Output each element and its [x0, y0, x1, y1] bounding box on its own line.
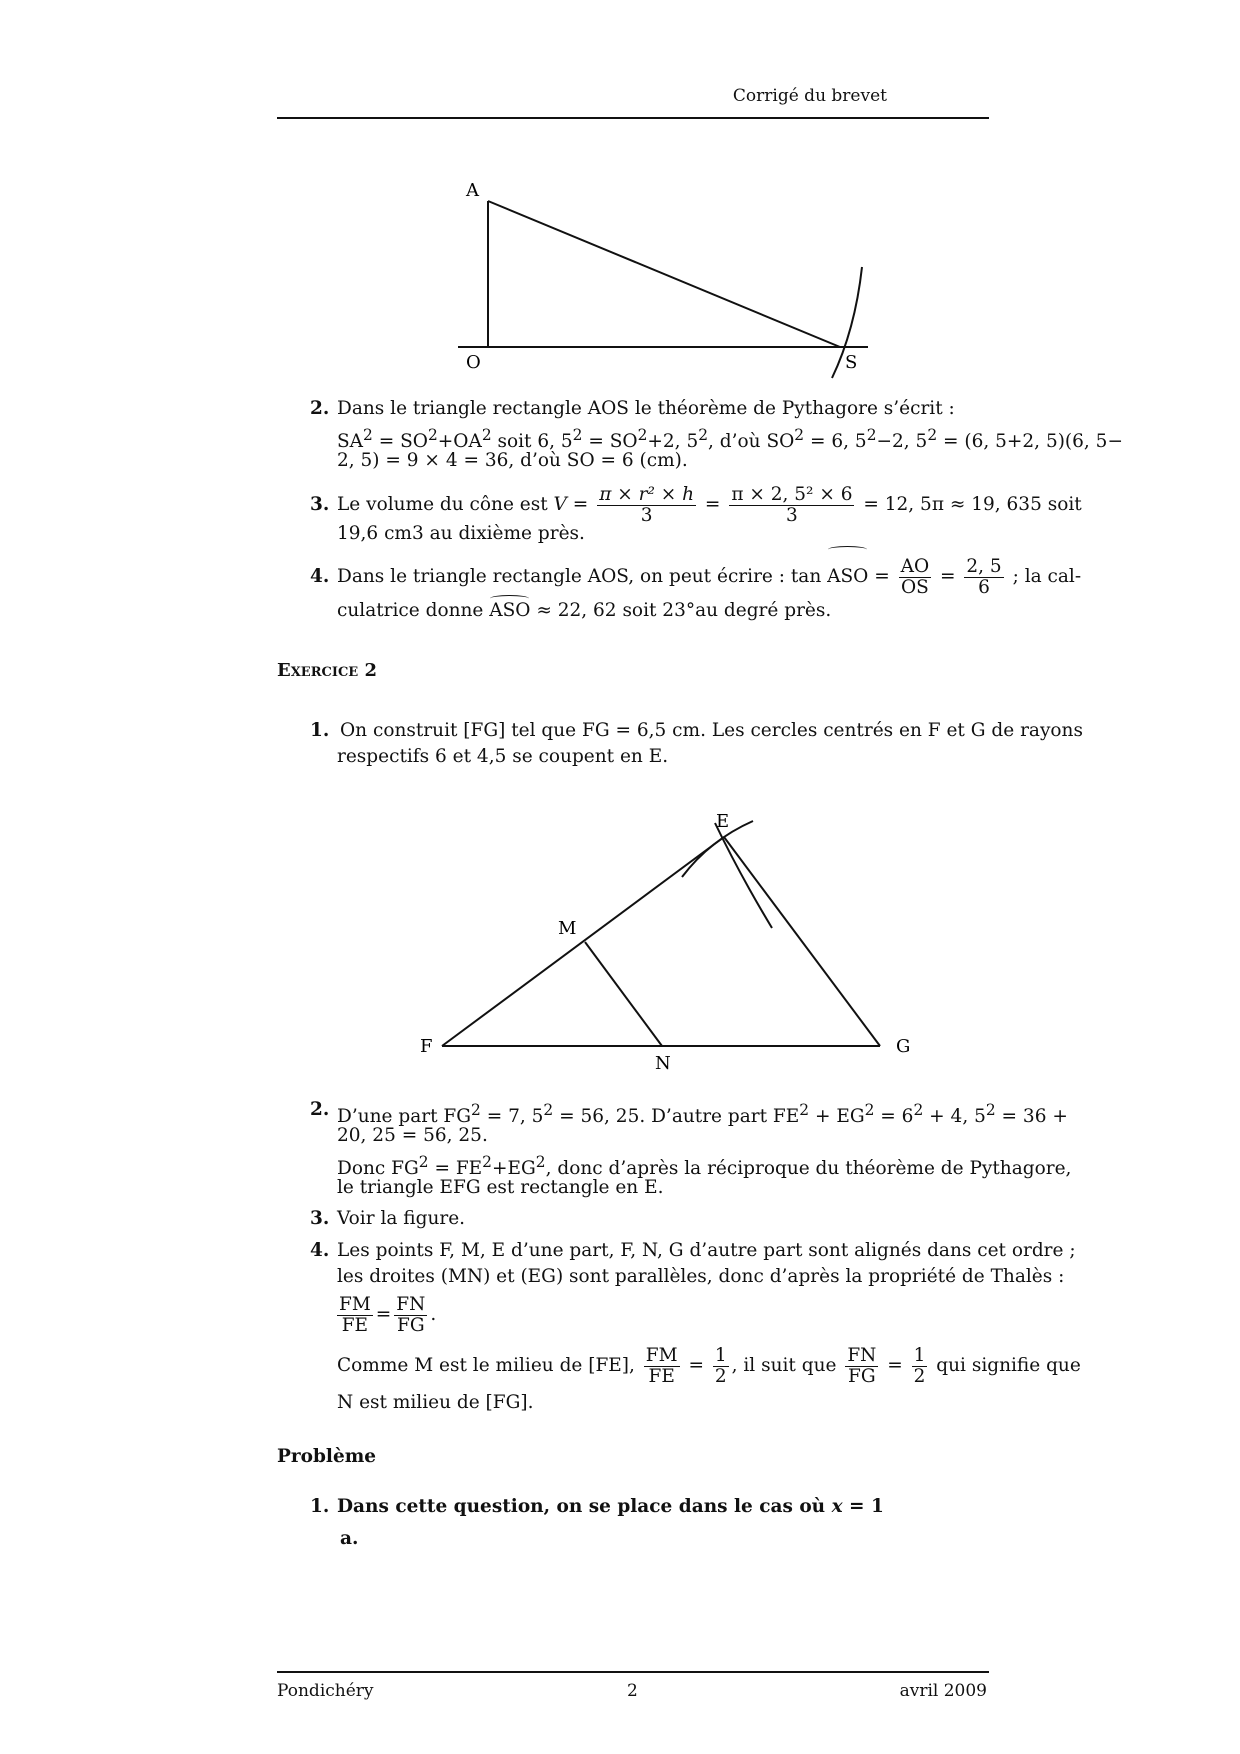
segment-mn	[585, 942, 662, 1046]
ex2-q1-line2: respectifs 6 et 4,5 se coupent en E.	[337, 746, 669, 767]
label-a: A	[466, 180, 479, 201]
label-e: E	[716, 811, 730, 832]
footer-right: avril 2009	[899, 1681, 987, 1701]
ex2-q2-line3: Donc $FG^2 = FE^2+EG^2$, donc d’après la réciproque du théorème de Pythagore,	[337, 1153, 1072, 1180]
ex1-q3-line1: Le volume du cône est V = $\frac{\text{π × r² × h}}{3}$ = $\frac{\text{π × 2, 5² × 6}}{3}$ = 12, 5π ≈ 19, 635 soit	[337, 483, 1082, 526]
ex2-q2-line4: le triangle EFG est rectangle en E.	[337, 1177, 664, 1198]
ex2-q4-line5: N est milieu de [FG].	[337, 1392, 534, 1413]
ex2-q4-line2: les droites (MN) et (EG) sont parallèles, donc d’après la propriété de Thalès :	[337, 1266, 1065, 1287]
footer-page-number: 2	[627, 1681, 638, 1701]
probleme-qa-label: a.	[340, 1528, 359, 1549]
ex2-q3-number: 3.	[310, 1208, 330, 1229]
ex1-q4-line1: Dans le triangle rectangle AOS, on peut écrire : tan ASO = $\frac{AO}{OS}$ = $\frac{2, 5}{6}$ ; la cal-	[337, 549, 989, 605]
label-f: F	[420, 1036, 433, 1057]
label-s: S	[845, 352, 858, 373]
ex2-q1-line1: On construit [FG] tel que FG = 6,5 cm. Les cercles centrés en F et G de rayons	[340, 720, 1083, 741]
ex2-q4-line1: Les points F, M, E d’une part, F, N, G d’autre part sont alignés dans cet ordre ;	[337, 1240, 1076, 1261]
ex1-q2-line2: $SA^2 = SO^2+OA^2$ soit 6, $5^2 = SO^2+2$, $5^2$, d’où $SO^2 = 6$, $5^2-2$, $5^2 = (6$, 5+2, 5)(6, 5−	[337, 426, 1123, 453]
ex2-q3-text: Voir la figure.	[337, 1208, 466, 1229]
segment-fe	[442, 837, 724, 1046]
probleme-title: Problème	[277, 1446, 377, 1467]
ex1-q2-line1: Dans le triangle rectangle AOS le théorème de Pythagore s’écrit :	[337, 398, 955, 419]
ex1-q2-number: 2.	[310, 398, 330, 419]
ex1-q4-number: 4.	[310, 566, 330, 587]
ex2-q2-number: 2.	[310, 1099, 330, 1120]
label-n: N	[655, 1053, 671, 1074]
ex2-q2-line1: D’une part $FG^2 = 7$, $5^2 = 56$, 25. D’autre part $FE^2 + EG^2 = 6^2 + 4$, $5^2 = 36$ +	[337, 1101, 1068, 1128]
footer-left: Pondichéry	[277, 1681, 374, 1701]
page-header-title: Corrigé du brevet	[732, 86, 887, 106]
segment-eg	[724, 837, 880, 1046]
ex2-q1-number: 1.	[310, 720, 330, 741]
ex1-q2-line3: 2, 5) = 9 × 4 = 36, d’où SO = 6 (cm).	[337, 450, 688, 471]
label-m: M	[558, 918, 577, 939]
segment-as	[488, 201, 840, 347]
figure-triangle-aos	[450, 170, 890, 385]
compass-arc-g	[715, 823, 772, 928]
ex2-q4-number: 4.	[310, 1240, 330, 1261]
ex2-q4-ratio: $\frac{FM}{FE}$ = $\frac{FN}{FG}$ .	[339, 1293, 437, 1336]
ex1-q3-line2: 19,6 cm3 au dixième près.	[337, 523, 585, 544]
label-o: O	[466, 352, 481, 373]
ex1-q3-number: 3.	[310, 494, 330, 515]
label-g: G	[896, 1036, 911, 1057]
header-rule	[277, 117, 989, 119]
ex2-q4-line4: Comme M est le milieu de [FE], $\frac{FM}{FE}$ = $\frac{1}{2}$ , il suit que $\frac{FN}{FG}$ = $\frac{1}{2}$ qui signifie que	[337, 1344, 1081, 1387]
ex2-q2-line2: 20, 25 = 56, 25.	[337, 1125, 488, 1146]
footer-rule	[277, 1671, 989, 1673]
ex1-q4-line2: culatrice donne ASO ≈ 22, 62 soit 23°au degré près.	[337, 598, 831, 624]
probleme-q1-number: 1.	[310, 1496, 330, 1517]
probleme-q1-text: Dans cette question, on se place dans le cas où x = 1	[337, 1496, 884, 1517]
figure-triangle-efg	[410, 805, 920, 1080]
ex2-title: Exercice 2	[277, 660, 377, 681]
